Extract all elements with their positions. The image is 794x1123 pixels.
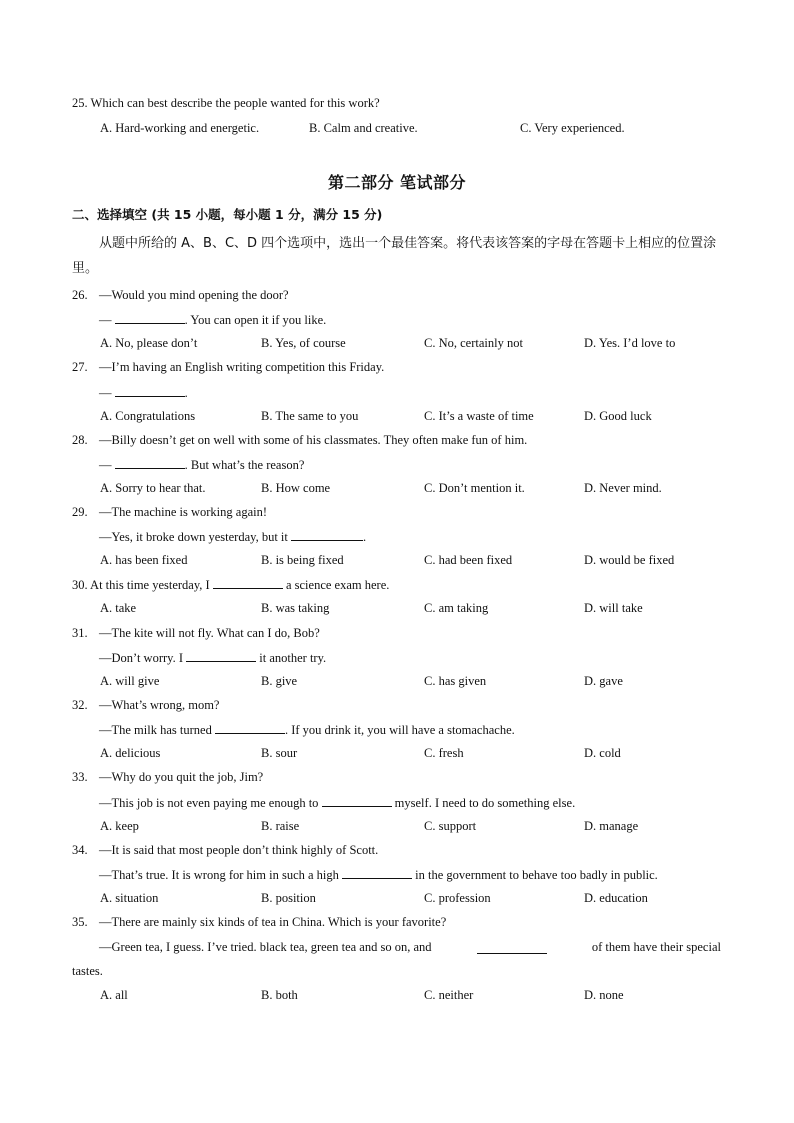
option-b: B. position [261, 891, 316, 905]
option-a: A. take [100, 601, 137, 615]
option-d: D. Yes. I’d love to [584, 336, 676, 350]
option-d: D. cold [584, 746, 621, 760]
option-a: A. has been fixed [100, 553, 188, 567]
question-number: 33. [72, 770, 88, 784]
option-c: C. No, certainly not [424, 336, 523, 350]
response-suffix: it another try. [256, 651, 327, 665]
question-response [99, 456, 304, 473]
response-prefix: — [99, 313, 115, 327]
option-d: D. none [584, 988, 624, 1002]
question-30-text [72, 576, 389, 593]
option-b: B. Yes, of course [261, 336, 346, 350]
response-suffix: . [363, 530, 367, 544]
option-b: B. How come [261, 481, 331, 495]
answer-blank [477, 941, 547, 954]
q25-option-b: B. Calm and creative. [309, 121, 418, 135]
question-number: 28. [72, 433, 88, 447]
option-d: D. manage [584, 819, 639, 833]
option-a: A. situation [100, 891, 159, 905]
option-c: C. support [424, 819, 477, 833]
response-prefix: — [99, 458, 115, 472]
question-prompt: —Why do you quit the job, Jim? [99, 770, 264, 784]
option-a: A. delicious [100, 746, 161, 760]
option-a: A. will give [100, 674, 160, 688]
question-response [99, 311, 326, 328]
answer-blank [186, 649, 256, 662]
option-b: B. sour [261, 746, 298, 760]
question-number: 35. [72, 915, 88, 929]
question-response [99, 384, 188, 401]
question-prompt: —What’s wrong, mom? [99, 698, 220, 712]
option-d: D. education [584, 891, 648, 905]
answer-blank [115, 311, 185, 324]
option-d: D. Never mind. [584, 481, 662, 495]
q30-prefix: 30. At this time yesterday, I [72, 578, 213, 592]
option-b: B. The same to you [261, 409, 359, 423]
option-a: A. Congratulations [100, 409, 196, 423]
response-suffix: of them have their special [591, 940, 721, 954]
option-c: C. profession [424, 891, 491, 905]
part-title: 第二部分 笔试部分 [327, 173, 467, 192]
question-response [99, 939, 721, 955]
answer-blank [215, 721, 285, 734]
option-c: C. has given [424, 674, 487, 688]
option-c: C. had been fixed [424, 553, 513, 567]
response-suffix: . [184, 386, 188, 400]
option-d: D. would be fixed [584, 553, 675, 567]
section-heading: 二、选择填空 (共 15 小题，每小题 1 分，满分 15 分) [72, 207, 383, 222]
option-a: A. all [100, 988, 128, 1002]
option-d: D. gave [584, 674, 623, 688]
response-prefix: —The milk has turned [99, 723, 215, 737]
answer-blank [115, 456, 185, 469]
option-c: C. Don’t mention it. [424, 481, 525, 495]
question-prompt: —Billy doesn’t get on well with some of his classmates. They often make fun of him. [99, 433, 528, 447]
response-prefix: —That’s true. It is wrong for him in such a high [99, 868, 343, 882]
response-suffix: . You can open it if you like. [184, 313, 327, 327]
option-a: A. keep [100, 819, 139, 833]
option-c: C. fresh [424, 746, 464, 760]
answer-blank [342, 866, 412, 879]
question-prompt: —The machine is working again! [99, 505, 268, 519]
question-prompt: —The kite will not fly. What can I do, Bob? [99, 626, 320, 640]
question-response [99, 528, 366, 545]
q25-option-a: A. Hard-working and energetic. [100, 121, 260, 135]
q30-suffix: a science exam here. [282, 578, 390, 592]
response-prefix: —Yes, it broke down yesterday, but it [99, 530, 291, 544]
question-response-continued: tastes. [72, 964, 103, 978]
option-c: C. neither [424, 988, 474, 1002]
response-suffix: . If you drink it, you will have a stomachache. [284, 723, 515, 737]
answer-blank [115, 384, 185, 397]
q25-option-c: C. Very experienced. [520, 121, 625, 135]
response-prefix: —Don’t worry. I [99, 651, 187, 665]
question-number: 29. [72, 505, 88, 519]
response-suffix: myself. I need to do something else. [391, 796, 576, 810]
question-prompt: —There are mainly six kinds of tea in China. Which is your favorite? [99, 915, 447, 929]
question-25-text: 25. Which can best describe the people wanted for this work? [72, 96, 380, 110]
question-number: 26. [72, 288, 88, 302]
option-d: D. Good luck [584, 409, 652, 423]
answer-blank [213, 576, 283, 589]
option-a: A. Sorry to hear that. [100, 481, 206, 495]
question-response [99, 721, 515, 738]
response-suffix: . But what’s the reason? [184, 458, 305, 472]
option-a: A. No, please don’t [100, 336, 198, 350]
option-c: C. am taking [424, 601, 489, 615]
option-b: B. raise [261, 819, 300, 833]
option-c: C. It’s a waste of time [424, 409, 534, 423]
question-prompt: —I’m having an English writing competition this Friday. [99, 360, 385, 374]
question-response [99, 866, 658, 883]
response-prefix: —Green tea, I guess. I’ve tried. black tea, green tea and so on, and [99, 940, 432, 954]
question-number: 27. [72, 360, 88, 374]
question-number: 34. [72, 843, 88, 857]
answer-blank [322, 794, 392, 807]
option-b: B. is being fixed [261, 553, 344, 567]
question-number: 32. [72, 698, 88, 712]
response-suffix: in the government to behave too badly in public. [412, 868, 658, 882]
option-d: D. will take [584, 601, 643, 615]
question-response [99, 794, 575, 811]
question-prompt: —Would you mind opening the door? [99, 288, 289, 302]
instruction-text: 从题中所给的 A、B、C、D 四个选项中，选出一个最佳答案。将代表该答案的字母在答题卡上相应的位置涂里。 [72, 236, 717, 276]
response-prefix: — [99, 386, 115, 400]
question-response [99, 649, 326, 666]
question-number: 31. [72, 626, 88, 640]
option-b: B. both [261, 988, 298, 1002]
option-b: B. was taking [261, 601, 330, 615]
question-prompt: —It is said that most people don’t think highly of Scott. [99, 843, 379, 857]
option-b: B. give [261, 674, 298, 688]
answer-blank [291, 528, 363, 541]
response-prefix: —This job is not even paying me enough to [99, 796, 322, 810]
